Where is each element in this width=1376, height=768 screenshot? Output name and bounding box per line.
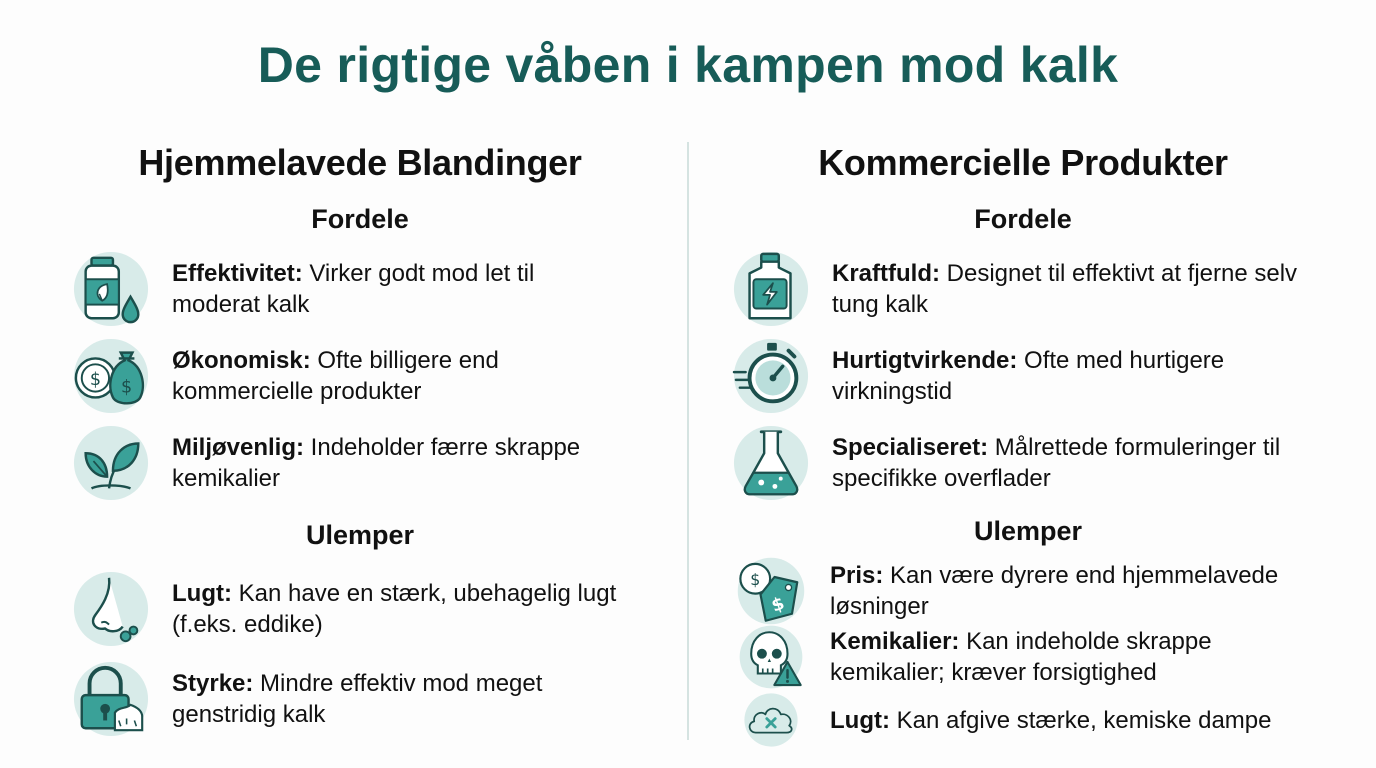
left-cons-heading: Ulemper <box>305 520 415 550</box>
stopwatch-icon <box>732 337 810 415</box>
item-description: Designet til effektivt at fjerne selv tung kalk <box>832 260 1298 318</box>
right-con-item <box>734 624 1300 690</box>
left-pro-text <box>172 345 602 407</box>
left-con-text <box>172 668 622 730</box>
item-description: Kan indeholde skrappe kemikalier; kræver forsigtighed <box>830 628 1212 686</box>
item-description: Kan have en stærk, ubehagelig lugt (f.eks. eddike) <box>172 580 617 638</box>
right-pro-item <box>732 337 1302 415</box>
right-pro-text <box>832 432 1332 494</box>
item-term: Hurtigtvirkende: <box>832 347 1018 374</box>
item-description: Ofte med hurtigere virkningstid <box>832 347 1225 405</box>
item-description: Virker godt mod let til moderat kalk <box>172 260 535 318</box>
right-con-text <box>830 626 1300 688</box>
left-pros-heading: Fordele <box>311 204 409 234</box>
right-column-heading: Kommercielle Produkter <box>818 142 1228 183</box>
left-con-item <box>72 570 622 648</box>
leaves-icon <box>72 424 150 502</box>
left-pro-item <box>72 250 602 328</box>
right-con-item <box>734 692 1320 748</box>
item-term: Specialiseret: <box>832 434 989 461</box>
left-column-heading: Hjemmelavede Blandinger <box>138 142 582 183</box>
item-term: Miljøvenlig: <box>172 434 304 461</box>
item-description: Mindre effektiv mod meget genstridig kalk <box>172 670 543 728</box>
right-con-item <box>734 556 1300 626</box>
right-con-text <box>830 705 1320 736</box>
padlock-limescale-icon <box>72 660 150 738</box>
item-term: Pris: <box>830 562 884 589</box>
item-term: Økonomisk: <box>172 347 311 374</box>
right-pro-item <box>732 424 1332 502</box>
cloud-x-icon <box>734 692 808 748</box>
item-term: Lugt: <box>830 706 890 734</box>
coin-money-bag-icon <box>72 337 150 415</box>
left-pro-text <box>172 432 632 494</box>
bottle-leaf-drop-icon <box>72 250 150 328</box>
item-term: Kemikalier: <box>830 628 960 655</box>
left-pro-item <box>72 424 632 502</box>
jug-lightning-icon <box>732 250 810 328</box>
left-pro-text <box>172 258 602 320</box>
right-con-text <box>830 560 1300 622</box>
item-description: Ofte billigere end kommercielle produkter <box>172 347 499 405</box>
item-term: Lugt: <box>172 580 232 607</box>
item-description: Kan afgive stærke, kemiske dampe <box>896 706 1272 734</box>
left-con-item <box>72 660 622 738</box>
left-pro-item <box>72 337 602 415</box>
coin-price-tag-icon <box>734 556 808 626</box>
item-term: Effektivitet: <box>172 260 303 287</box>
right-pro-item <box>732 250 1302 328</box>
nose-icon <box>72 570 150 648</box>
flask-icon <box>732 424 810 502</box>
left-con-text <box>172 578 622 640</box>
item-term: Kraftfuld: <box>832 260 940 287</box>
page-title: De rigtige våben i kampen mod kalk <box>257 37 1119 93</box>
right-cons-heading: Ulemper <box>973 516 1083 546</box>
right-pros-heading: Fordele <box>974 204 1072 234</box>
column-divider <box>687 142 689 740</box>
item-description: Indeholder færre skrappe kemikalier <box>172 434 581 492</box>
right-pro-text <box>832 345 1302 407</box>
item-description: Målrettede formuleringer til specifikke overflader <box>832 434 1281 492</box>
skull-warning-icon <box>734 624 808 690</box>
right-pro-text <box>832 258 1302 320</box>
item-term: Styrke: <box>172 670 254 697</box>
item-description: Kan være dyrere end hjemmelavede løsninger <box>830 562 1279 620</box>
